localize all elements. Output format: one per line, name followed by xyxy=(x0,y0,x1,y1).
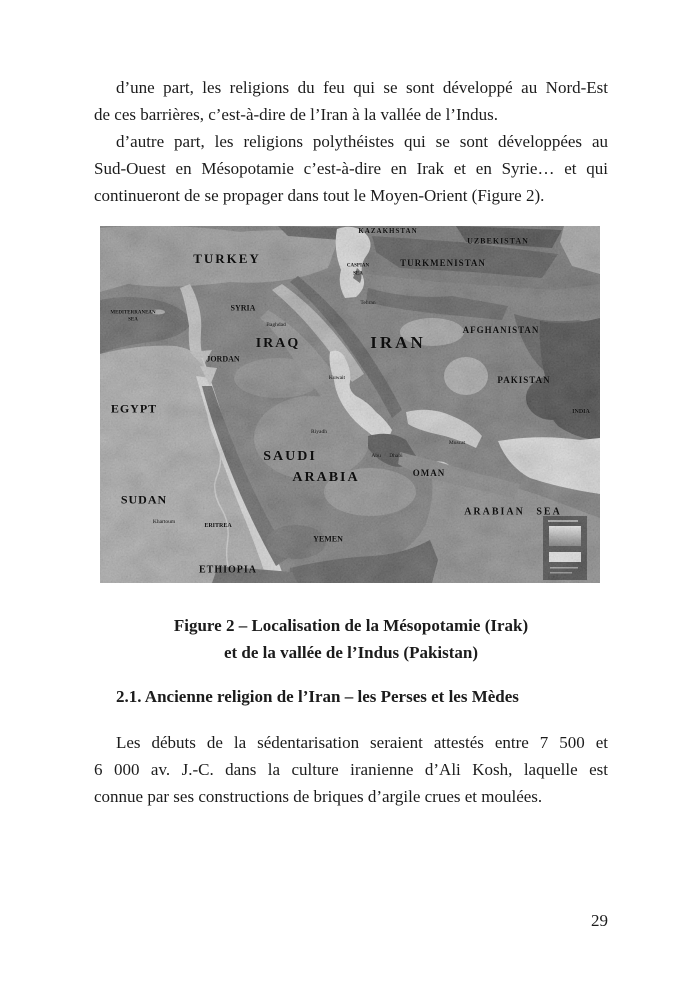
map-label: Abu Dhabi xyxy=(371,453,403,459)
map-label: ERITREA xyxy=(204,523,232,529)
map-label: TURKEY xyxy=(193,251,261,266)
map-label: INDIA xyxy=(572,409,590,415)
figure-2-map xyxy=(100,226,600,583)
map-label: MEDITERRANEAN xyxy=(110,310,156,316)
text-line: 6 000 av. J.-C. dans la culture iranienne d’Ali Kosh, laquelle est xyxy=(94,760,608,779)
map-label: SEA xyxy=(353,271,363,277)
paragraph-1 xyxy=(94,74,608,128)
map-label: Riyadh xyxy=(311,429,327,435)
paragraph-3 xyxy=(94,729,608,810)
map-label: SAUDI xyxy=(263,449,317,464)
text-line: d’une part, les religions du feu qui se sont développé au Nord-Est xyxy=(116,78,608,97)
map-label: IRAQ xyxy=(255,336,301,351)
map-labels xyxy=(100,226,600,583)
map-label: AFGHANISTAN xyxy=(462,325,540,335)
map-label: SYRIA xyxy=(230,303,256,313)
map-label: IRAN xyxy=(370,333,426,352)
map-label: YEMEN xyxy=(313,534,343,544)
text-line: de ces barrières, c’est-à-dire de l’Iran à la vallée de l’Indus. xyxy=(94,105,498,124)
text-line: continueront de se propager dans tout le Moyen-Orient (Figure 2). xyxy=(94,186,545,205)
text-line: connue par ses constructions de briques d’argile crues et moulées. xyxy=(94,787,543,806)
map-label: JORDAN xyxy=(206,354,240,364)
map-label: EGYPT xyxy=(110,401,158,416)
text-line: Les débuts de la sédentarisation seraient attestés entre 7 500 et xyxy=(116,733,608,752)
figure-caption xyxy=(94,612,608,666)
section-heading: 2.1. Ancienne religion de l’Iran – les Perses et les Mèdes xyxy=(116,687,519,706)
map-label: SUDAN xyxy=(120,492,168,507)
map-label: UZBEKISTAN xyxy=(467,236,529,246)
figure-caption-line1: Figure 2 – Localisation de la Mésopotamie (Irak) xyxy=(173,616,529,635)
map-label: Khartoum xyxy=(152,519,176,525)
map-label: Baghdad xyxy=(266,322,286,328)
map-label: CASPIAN xyxy=(346,263,370,269)
map-label: ARABIA xyxy=(292,470,360,485)
map-label: TURKMENISTAN xyxy=(400,258,486,268)
map-label: SEA xyxy=(128,317,138,323)
map-label: KAZAKHSTAN xyxy=(358,227,418,235)
text-line: d’autre part, les religions polythéistes qui se sont développées au xyxy=(116,132,608,151)
map-label: Kuwait xyxy=(328,375,346,381)
map-label: Tehran xyxy=(360,300,376,306)
map-label: ETHIOPIA xyxy=(198,564,258,576)
page-number: 29 xyxy=(591,911,608,930)
map-label: PAKISTAN xyxy=(497,375,551,385)
map-label: Muscat xyxy=(448,440,466,446)
intro-text xyxy=(94,74,608,209)
figure-caption-line2: et de la vallée de l’Indus (Pakistan) xyxy=(223,643,479,662)
text-line: Sud-Ouest en Mésopotamie c’est-à-dire en Irak et en Syrie… et qui xyxy=(94,159,608,178)
paragraph-2 xyxy=(94,128,608,209)
map-label: OMAN xyxy=(412,468,446,478)
map-label: ARABIAN SEA xyxy=(464,506,562,518)
